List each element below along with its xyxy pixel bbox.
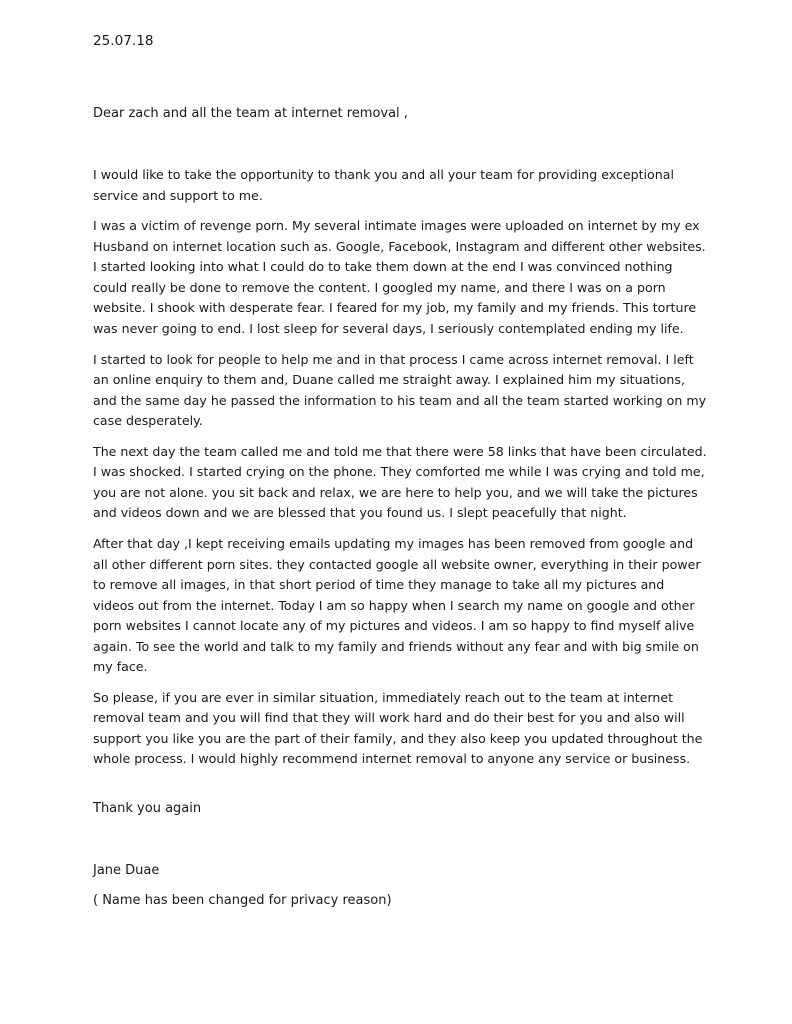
paragraph-enquiry: I started to look for people to help me and in that process I came across internet removal. I left an online enquiry to them and, Duane called me straight away. I explained him my situations, and the same day he passed the information to his team and all the team started working on my case desperately. [93, 351, 707, 429]
letter-date: 25.07.18 [93, 33, 154, 49]
paragraph-thanks: I would like to take the opportunity to thank you and all your team for providing exceptional service and support to me. [93, 167, 674, 203]
paragraph-victim: I was a victim of revenge porn. My several intimate images were uploaded on internet by my ex Husband on internet location such as. Google, Facebook, Instagram and different other websites. I started looking into what I could do to take them down at the end I was convinced nothing could really be done to remove the content. I googled my name, and there I was on a porn website. I shook with desperate fear. I feared for my job, my family and my friends. This torture was never going to end. I lost sleep for several days, I seriously contemplated ending my life. [93, 218, 706, 336]
letter-closing: Thank you again [93, 801, 202, 816]
paragraph-recommend: So please, if you are ever in similar situation, immediately reach out to the team at internet removal team and you will find that they will work hard and do their best for you and also will support you like you are the part of their family, and they also keep you updated throughout the whole process. I would highly recommend internet removal to anyone any service or business. [93, 689, 703, 767]
paragraph-next-day: The next day the team called me and told me that there were 58 links that have been circulated. I was shocked. I started crying on the phone. They comforted me while I was crying and told me, you are not alone. you sit back and relax, we are here to help you, and we will take the pictures and videos down and we are blessed that you found us. I slept peacefully that night. [93, 443, 707, 521]
paragraph-after: After that day ,I kept receiving emails updating my images has been removed from google and all other different porn sites. they contacted google all website owner, everything in their power to remove all images, in that short period of time they manage to take all my pictures and videos out from the internet. Today I am so happy when I search my name on google and other porn websites I cannot locate any of my pictures and videos. I am so happy to find myself alive again. To see the world and talk to my family and friends without any fear and with big smile on my face. [93, 536, 701, 675]
signature-note: ( Name has been changed for privacy reason) [93, 893, 392, 908]
letter-salutation: Dear zach and all the team at internet removal , [93, 106, 408, 121]
letter-body [93, 165, 709, 780]
signature-name: Jane Duae [93, 863, 160, 878]
